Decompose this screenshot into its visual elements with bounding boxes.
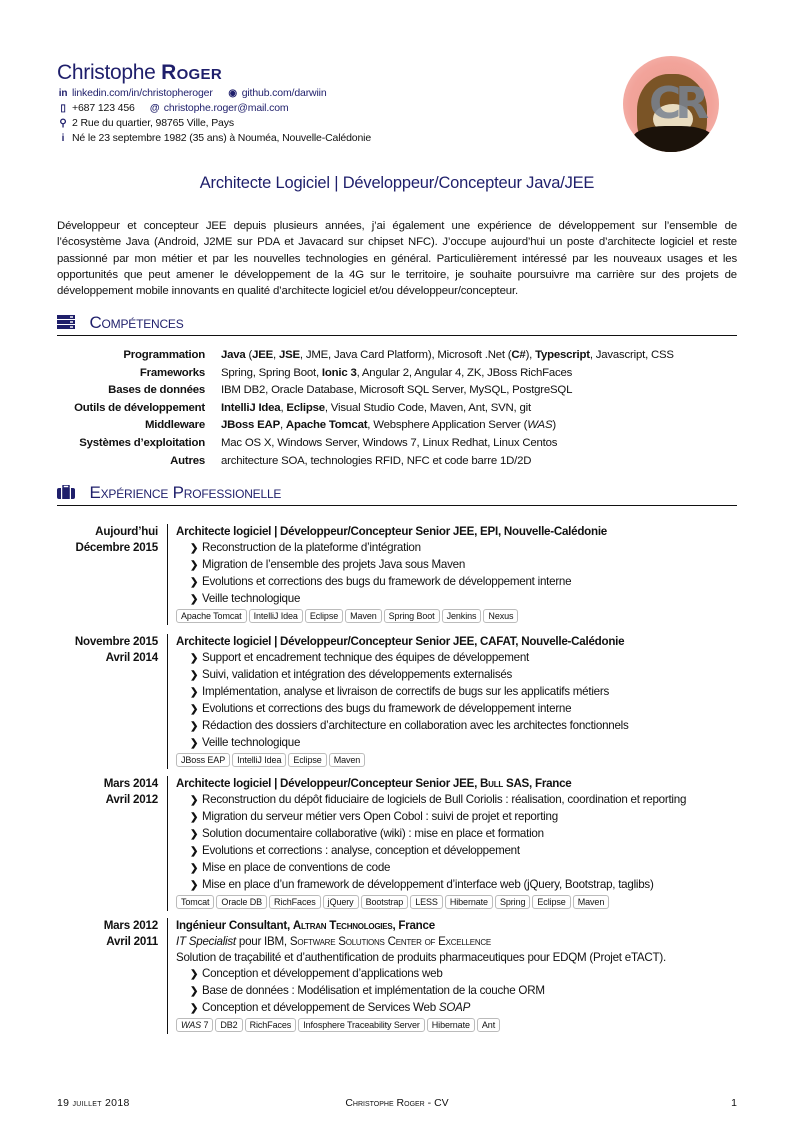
text-segment: Architecte logiciel | Développeur/Concepteur Senior JEE,: [176, 777, 481, 790]
text-segment: Altran Technologies: [292, 919, 393, 932]
job-title: Architecte Logiciel | Développeur/Concepteur Java/JEE: [199, 174, 595, 192]
tag-list: [176, 609, 607, 625]
entry-body: [167, 776, 686, 911]
experience-entry: [57, 524, 742, 625]
chevron-right-icon: ❯: [190, 829, 199, 840]
contact-item[interactable]: [149, 101, 289, 116]
tag-text: Eclipse: [293, 755, 322, 765]
entry-dates: [57, 918, 167, 1034]
header: [57, 60, 385, 146]
contact-line: [57, 101, 385, 116]
tech-tag: [532, 895, 570, 909]
profile-photo: [623, 56, 719, 152]
bullet-item: [176, 877, 686, 894]
text-segment: ),: [525, 349, 536, 361]
tag-text: RichFaces: [274, 897, 316, 907]
text-segment: Rédaction des dossiers d’architecture en collaboration avec les architectes fonctionnels: [202, 719, 629, 732]
section-header-experience: [57, 483, 737, 506]
tag-text: Tomcat: [181, 897, 210, 907]
tag-text: Oracle DB: [221, 897, 263, 907]
entry-dates: [57, 776, 167, 911]
date-end: Novembre 2015: [74, 635, 158, 648]
chevron-right-icon: ❯: [190, 986, 199, 997]
tag-list: [176, 1018, 666, 1034]
bullet-item: [176, 557, 607, 574]
tag-text: IntelliJ Idea: [237, 755, 282, 765]
candidate-name: [57, 60, 385, 86]
contact-item: [57, 131, 371, 146]
server-stack-icon: [57, 315, 75, 329]
footer-title: Christophe Roger - CV: [345, 1097, 449, 1109]
skill-row: [57, 347, 737, 365]
mobile-phone-icon: ▯: [60, 103, 66, 114]
tech-tag: [495, 895, 530, 909]
text-segment: Solution documentaire collaborative (wiki) : mise en place et formation: [202, 827, 544, 840]
bullet-item: [176, 826, 686, 843]
skill-row: [57, 453, 737, 471]
tag-text: Infosphere Traceability Server: [303, 1020, 420, 1030]
entry-title: [176, 524, 607, 540]
tag-text: Maven: [350, 611, 377, 621]
text-segment: Spring, Spring Boot,: [221, 366, 322, 379]
text-segment: Evolutions et corrections des bugs du framework de développement interne: [202, 702, 572, 715]
skill-label: Bases de données: [108, 384, 205, 397]
text-segment: (: [245, 349, 253, 361]
tech-tag: [176, 753, 230, 767]
page-number: 1: [731, 1097, 737, 1109]
skill-row: [57, 435, 737, 453]
tech-tag: [216, 895, 267, 909]
skill-label: Autres: [170, 454, 205, 467]
tag-text: Apache Tomcat: [181, 611, 242, 621]
text-segment: Mise en place de conventions de code: [202, 861, 391, 874]
skill-label: Systèmes d’exploitation: [79, 436, 205, 449]
tag-text: Maven: [333, 755, 361, 765]
tag-text: Eclipse: [309, 611, 339, 621]
text-segment: Conception et développement de Services Web: [202, 1001, 439, 1014]
text-segment: JEE: [252, 349, 274, 361]
bullet-item: [176, 983, 666, 1000]
tag-text: Eclipse: [537, 897, 566, 907]
date-end: Aujourd’hui: [95, 525, 158, 538]
chevron-right-icon: ❯: [190, 880, 199, 891]
text-segment: , France: [392, 919, 435, 932]
entry-dates: [57, 524, 167, 625]
text-segment: ,: [280, 401, 287, 414]
contact-line: [57, 86, 385, 101]
tag-text: DB2: [220, 1020, 238, 1030]
text-segment: JBoss EAP: [221, 419, 280, 432]
text-segment: Implémentation, analyse et livraison de correctifs de bugs sur les applicatifs métiers: [202, 685, 610, 698]
text-segment: Conception et développement d’applications web: [202, 967, 443, 980]
date-start: Décembre 2015: [75, 541, 158, 554]
tech-tag: [215, 1018, 242, 1032]
text-segment: Veille technologique: [202, 736, 301, 749]
contact-text: Né le 23 septembre 1982 (35 ans) à Nouméa, Nouvelle-Calédonie: [72, 132, 372, 144]
contact-link[interactable]: linkedin.com/in/christopheroger: [72, 87, 213, 99]
chevron-right-icon: ❯: [190, 543, 199, 554]
tech-tag: [483, 609, 518, 623]
text-segment: Typescript: [535, 349, 590, 361]
tag-text: IntelliJ Idea: [253, 611, 298, 621]
text-segment: IntelliJ Idea: [221, 401, 281, 414]
skill-row: [57, 365, 737, 383]
skill-value: [221, 435, 737, 453]
section-title: Compétences: [89, 313, 184, 332]
tech-tag: [249, 609, 303, 623]
skill-value: [221, 347, 737, 365]
chevron-right-icon: ❯: [190, 594, 199, 605]
skill-row: [57, 417, 737, 435]
chevron-right-icon: ❯: [190, 812, 199, 823]
section-title: Expérience Professionelle: [89, 483, 282, 502]
tech-tag: [176, 1018, 213, 1032]
chevron-right-icon: ❯: [190, 846, 199, 857]
tag-text: Hibernate: [431, 1020, 470, 1030]
bullet-item: [176, 809, 686, 826]
tag-text: Spring Boot: [388, 611, 435, 621]
skill-row: [57, 400, 737, 418]
text-segment: Evolutions et corrections : analyse, conception et développement: [202, 844, 520, 857]
bullet-item: [176, 966, 666, 983]
contact-item[interactable]: [57, 86, 213, 101]
tech-tag: [298, 1018, 425, 1032]
entry-body: [167, 634, 629, 769]
entry-body: [167, 918, 666, 1034]
map-marker-icon: ⚲: [59, 118, 67, 129]
text-segment: Evolutions et corrections des bugs du framework de développement interne: [202, 575, 572, 588]
github-icon: ◉: [228, 88, 237, 99]
chevron-right-icon: ❯: [190, 721, 199, 732]
contact-item: [57, 116, 234, 131]
date-start: Avril 2011: [106, 935, 158, 948]
entry-subtitle: [176, 934, 666, 950]
bullet-item: [176, 1000, 666, 1017]
experience-entry: [57, 776, 742, 911]
photo-monogram: CR: [649, 78, 704, 129]
skill-row: [57, 382, 737, 400]
tag-text: Nexus: [488, 611, 514, 621]
chevron-right-icon: ❯: [190, 1003, 199, 1014]
tech-tag: [305, 609, 343, 623]
contact-line: [57, 116, 385, 131]
tech-tag: [445, 895, 493, 909]
text-segment: , Websphere Application Server (: [367, 419, 528, 432]
tag-text: 7: [201, 1020, 209, 1030]
text-segment: IBM DB2, Oracle Database, Microsoft SQL Server, MySQL, PostgreSQL: [221, 384, 573, 397]
summary-paragraph: Développeur et concepteur JEE depuis plusieurs années, j’ai également une expérience de développement sur l’ensemble de l’écosystème Java (Android, J2ME sur PDA et Javacard sur chipset NFC). J’occupe aujourd’hui un poste d’architecte logiciel et reste passionné par mon métier et par les nouvelles technologies en général. Particulièrement intéressé par les nouveaux usages et les opportunités que peut amener le développement de la 4G sur le territoire, je souhaite poursuivre ma carrière sur des projets de développement mobile innovants en qualité d’architecte logiciel et/ou développeur/concepteur.: [57, 220, 737, 298]
photo-bear-shadow: [633, 126, 713, 152]
tag-text: RichFaces: [249, 1020, 292, 1030]
tech-tag: [345, 609, 382, 623]
text-segment: Architecte logiciel | Développeur/Concepteur Senior JEE, CAFAT, Nouvelle-Calédonie: [176, 635, 625, 648]
text-segment: Reconstruction de la plateforme d’intégration: [202, 541, 421, 554]
contact-link[interactable]: github.com/darwiin: [241, 87, 327, 99]
skill-label: Programmation: [123, 349, 205, 361]
contact-info: [57, 86, 385, 146]
skill-value: [221, 365, 737, 383]
text-segment: C#: [511, 349, 526, 361]
tag-text: WAS: [181, 1020, 202, 1030]
text-segment: , JME, Java Card Platform), Microsoft .Net (: [299, 349, 512, 361]
text-segment: Ingénieur Consultant,: [176, 919, 293, 932]
text-segment: ,: [273, 349, 279, 361]
text-segment: , Visual Studio Code, Maven, Ant, SVN, git: [324, 401, 531, 414]
bullet-item: [176, 718, 629, 735]
text-segment: JSE: [278, 349, 300, 361]
experience-entry: [57, 918, 742, 1034]
date-end: Mars 2014: [103, 777, 158, 790]
skill-value: [221, 400, 737, 418]
bullet-item: [176, 792, 686, 809]
contact-text: 2 Rue du quartier, 98765 Ville, Pays: [72, 117, 234, 129]
tech-tag: [329, 753, 366, 767]
linkedin-icon: in: [58, 88, 68, 99]
text-segment: architecture SOA, technologies RFID, NFC et code barre 1D/2D: [221, 454, 532, 467]
text-segment: Mise en place d’un framework de développement d’interface web (jQuery, Bootstrap, taglibs): [202, 878, 654, 891]
chevron-right-icon: ❯: [190, 969, 199, 980]
bullet-item: [176, 574, 607, 591]
tag-text: JBoss EAP: [181, 755, 226, 765]
bullet-item: [176, 860, 686, 877]
tech-tag: [427, 1018, 475, 1032]
tech-tag: [323, 895, 359, 909]
tag-text: Hibernate: [449, 897, 488, 907]
chevron-right-icon: ❯: [190, 670, 199, 681]
date-start: Avril 2012: [105, 793, 158, 806]
bullet-item: [176, 843, 686, 860]
tag-list: [176, 753, 629, 769]
text-segment: Reconstruction du dépôt fiduciaire de logiciels de Bull Coriolis : réalisation, coordination et reporting: [202, 793, 687, 806]
info-icon: i: [61, 133, 65, 144]
section-header-skills: [57, 313, 737, 336]
text-segment: IT Specialist: [176, 935, 236, 948]
bullet-item: [176, 667, 629, 684]
experience-entry: [57, 634, 742, 769]
tech-tag: [176, 609, 247, 623]
text-segment: Support et encadrement technique des équipes de développement: [202, 651, 530, 664]
bullet-item: [176, 650, 629, 667]
at-sign-icon: @: [149, 103, 160, 114]
text-segment: WAS: [527, 419, 553, 432]
first-name: Christophe: [57, 61, 156, 84]
entry-body: [167, 524, 607, 625]
tech-tag: [477, 1018, 500, 1032]
last-name: Roger: [161, 61, 222, 84]
skill-label: Frameworks: [139, 366, 205, 379]
tech-tag: [288, 753, 326, 767]
tech-tag: [573, 895, 610, 909]
text-segment: Veille technologique: [202, 592, 301, 605]
tag-text: jQuery: [327, 897, 354, 907]
skill-value: [221, 417, 737, 435]
tech-tag: [269, 895, 321, 909]
text-segment: Software Solutions Center of Excellence: [289, 935, 491, 948]
chevron-right-icon: ❯: [190, 795, 199, 806]
briefcase-icon: [57, 485, 75, 499]
skill-label: Outils de développement: [74, 401, 205, 414]
skill-label: Middleware: [144, 419, 205, 432]
chevron-right-icon: ❯: [190, 863, 199, 874]
chevron-right-icon: ❯: [190, 704, 199, 715]
text-segment: Java: [221, 349, 246, 361]
tech-tag: [442, 609, 482, 623]
text-segment: Ionic 3: [321, 366, 357, 379]
text-segment: ,: [279, 419, 286, 432]
bullet-item: [176, 684, 629, 701]
tag-text: Spring: [499, 897, 526, 907]
text-segment: Base de données : Modélisation et implémentation de la couche ORM: [202, 984, 545, 997]
text-segment: Migration de l’ensemble des projets Java sous Maven: [202, 558, 466, 571]
text-segment: pour IBM,: [235, 935, 290, 948]
tech-tag: [384, 609, 440, 623]
tag-text: Ant: [481, 1020, 496, 1030]
page-footer: [57, 1097, 737, 1109]
skills-table: [57, 347, 737, 470]
bullet-item: [176, 701, 629, 718]
contact-text: +687 123 456: [72, 102, 135, 114]
entry-title: [176, 776, 686, 792]
contact-item[interactable]: [227, 86, 327, 101]
text-segment: SAS, France: [502, 777, 572, 790]
text-segment: SOAP: [438, 1001, 471, 1014]
tech-tag: [245, 1018, 297, 1032]
chevron-right-icon: ❯: [190, 560, 199, 571]
tech-tag: [176, 895, 214, 909]
entry-description: Solution de traçabilité et d’authentification de produits pharmaceutiques pour EDQM (Projet eTACT).: [176, 951, 666, 964]
text-segment: Suivi, validation et intégration des développements externalisés: [202, 668, 513, 681]
text-segment: Eclipse: [286, 401, 325, 414]
bullet-item: [176, 540, 607, 557]
text-segment: Architecte logiciel | Développeur/Concepteur Senior JEE, EPI, Nouvelle-Calédonie: [176, 525, 608, 538]
text-segment: , Javascript, CSS: [589, 349, 674, 361]
skill-value: [221, 453, 737, 471]
chevron-right-icon: ❯: [190, 577, 199, 588]
date-start: Avril 2014: [105, 651, 158, 664]
contact-item: [57, 101, 135, 116]
tag-text: Jenkins: [446, 611, 477, 621]
text-segment: Bull: [480, 777, 503, 790]
bullet-item: [176, 735, 629, 752]
text-segment: ): [552, 419, 556, 432]
skill-value: [221, 382, 737, 400]
entry-title: [176, 918, 666, 934]
contact-link[interactable]: christophe.roger@mail.com: [163, 102, 289, 114]
tag-text: Maven: [577, 897, 605, 907]
tag-text: Bootstrap: [365, 897, 404, 907]
tag-list: [176, 895, 686, 911]
date-end: Mars 2012: [103, 919, 158, 932]
text-segment: Migration du serveur métier vers Open Cobol : suivi de projet et reporting: [202, 810, 558, 823]
tech-tag: [232, 753, 286, 767]
text-segment: , Angular 2, Angular 4, ZK, JBoss RichFaces: [356, 366, 573, 379]
text-segment: Mac OS X, Windows Server, Windows 7, Linux Redhat, Linux Centos: [221, 436, 558, 449]
chevron-right-icon: ❯: [190, 653, 199, 664]
footer-date: 19 juillet 2018: [57, 1097, 130, 1109]
text-segment: Apache Tomcat: [285, 419, 368, 432]
chevron-right-icon: ❯: [190, 738, 199, 749]
chevron-right-icon: ❯: [190, 687, 199, 698]
bullet-item: [176, 591, 607, 608]
entry-dates: [57, 634, 167, 769]
entry-title: [176, 634, 629, 650]
tech-tag: [361, 895, 409, 909]
contact-line: [57, 131, 385, 146]
tag-text: LESS: [415, 897, 438, 907]
tech-tag: [410, 895, 443, 909]
